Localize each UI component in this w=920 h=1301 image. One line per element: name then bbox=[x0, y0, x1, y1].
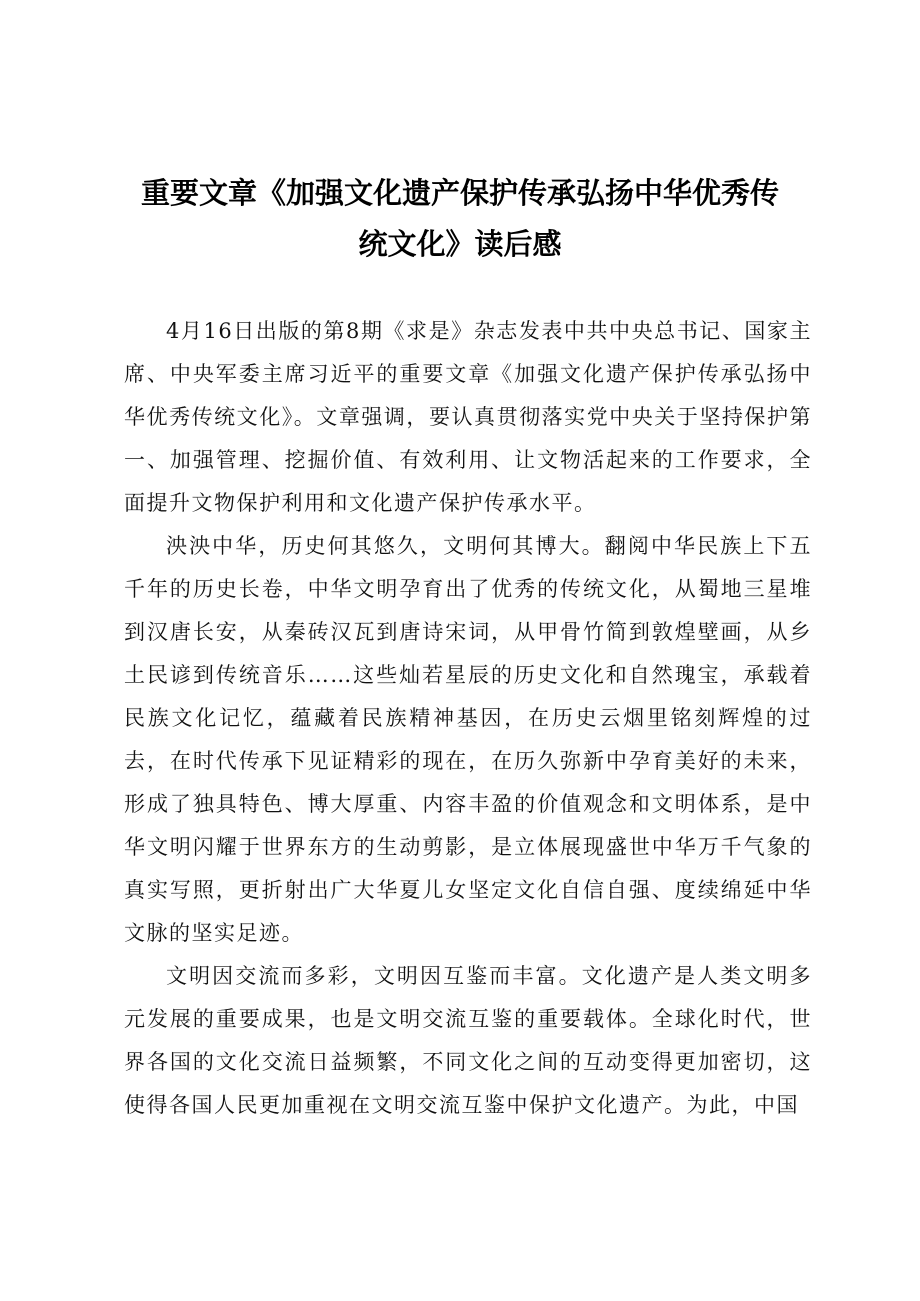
paragraph-3: 文明因交流而多彩，文明因互鉴而丰富。文化遗产是人类文明多元发展的重要成果，也是文明交流互鉴的重要载体。全球化时代，世界各国的文化交流日益频繁，不同文化之间的互动变得更加密切，这使得各国人民更加重视在文明交流互鉴中保护文化遗产。为此，中国 bbox=[124, 964, 812, 1117]
paragraph-1: 4月16日出版的第8期《求是》杂志发表中共中央总书记、国家主席、中央军委主席习近平的重要文章《加强文化遗产保护传承弘扬中华优秀传统文化》。文章强调，要认真贯彻落实党中央关于坚持保护第一、加强管理、挖掘价值、有效利用、让文物活起来的工作要求，全面提升文物保护利用和文化遗产保护传承水平。 bbox=[124, 319, 812, 515]
paragraph-2: 泱泱中华，历史何其悠久，文明何其博大。翻阅中华民族上下五千年的历史长卷，中华文明孕育出了优秀的传统文化，从蜀地三星堆到汉唐长安，从秦砖汉瓦到唐诗宋词，从甲骨竹简到敦煌壁画，从乡土民谚到传统音乐……这些灿若星辰的历史文化和自然瑰宝，承载着民族文化记忆，蕴藏着民族精神基因，在历史云烟里铭刻辉煌的过去，在时代传承下见证精彩的现在，在历久弥新中孕育美好的未来，形成了独具特色、博大厚重、内容丰盈的价值观念和文明体系，是中华文明闪耀于世界东方的生动剪影，是立体展现盛世中华万千气象的真实写照，更折射出广大华夏儿女坚定文化自信自强、度续绵延中华文脉的坚实足迹。 bbox=[124, 534, 812, 945]
document-body bbox=[124, 310, 812, 1127]
document-title: 重要文章《加强文化遗产保护传承弘扬中华优秀传统文化》读后感 bbox=[140, 176, 779, 261]
